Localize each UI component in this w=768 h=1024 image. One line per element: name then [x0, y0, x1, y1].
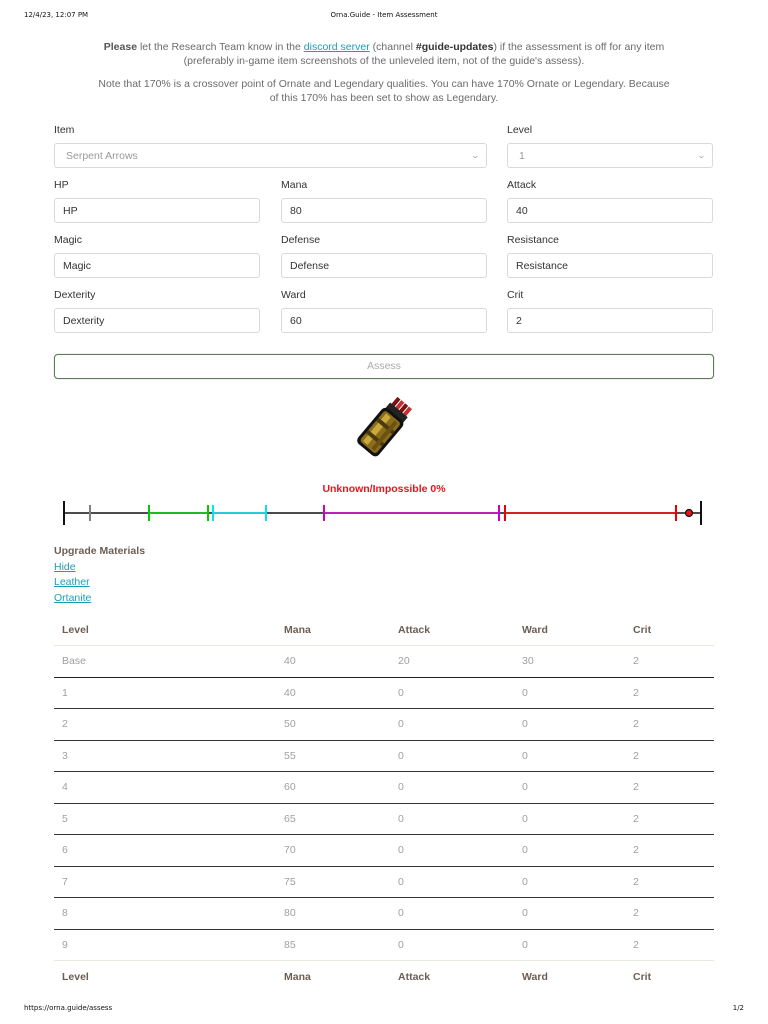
attack-input[interactable] [507, 198, 713, 223]
notice-line-2: (preferably in-game item screenshots of the unleveled item, not of the guide's assess). [183, 55, 585, 67]
table-row [54, 835, 714, 867]
footer-attack: Attack [398, 970, 431, 983]
cell-crit: 2 [633, 686, 639, 699]
item-label: Item [54, 124, 75, 136]
cell-level: 4 [62, 781, 68, 794]
attack-value: 40 [516, 205, 528, 217]
cell-crit: 2 [633, 844, 639, 857]
notice-please: Please [103, 41, 138, 53]
ward-label: Ward [281, 289, 306, 301]
mana-value: 80 [290, 205, 302, 217]
resistance-label: Resistance [507, 234, 559, 246]
hp-input[interactable] [54, 198, 260, 223]
header-mana: Mana [284, 623, 311, 636]
cell-ward: 30 [522, 655, 534, 668]
cell-ward: 0 [522, 844, 528, 857]
cell-crit: 2 [633, 812, 639, 825]
notice-channel: #guide-updates [415, 41, 494, 53]
footer-ward: Ward [522, 970, 548, 983]
cell-level: 7 [62, 875, 68, 888]
cell-mana: 85 [284, 938, 296, 951]
footer-crit: Crit [633, 970, 652, 983]
magic-label: Magic [54, 234, 83, 246]
scale-marker [686, 510, 693, 517]
cell-ward: 0 [522, 781, 528, 794]
table-header-row [54, 614, 714, 646]
print-datetime: 12/4/23, 12:07 PM [24, 11, 89, 19]
research-notice [54, 40, 714, 68]
cell-ward: 0 [522, 718, 528, 731]
notice-line-4: of this 170% has been set to show as Legendary. [269, 92, 499, 104]
print-title: Orna.Guide - Item Assessment [330, 11, 438, 19]
cell-level: 3 [62, 749, 68, 762]
upgrade-materials [54, 544, 145, 606]
cell-attack: 0 [398, 749, 404, 762]
footer-level: Level [62, 970, 89, 983]
dexterity-label: Dexterity [54, 289, 96, 301]
cell-crit: 2 [633, 718, 639, 731]
cell-attack: 0 [398, 844, 404, 857]
chevron-down-icon: ⌄ [696, 151, 707, 160]
table-row [54, 929, 714, 961]
crossover-notice [54, 77, 714, 105]
cell-mana: 60 [284, 781, 296, 794]
ward-input[interactable] [281, 308, 487, 333]
cell-attack: 0 [398, 812, 404, 825]
table-row [54, 677, 714, 709]
cell-mana: 70 [284, 844, 296, 857]
cell-level: 5 [62, 812, 68, 825]
defense-label: Defense [281, 234, 321, 246]
resistance-placeholder: Resistance [516, 260, 568, 272]
cell-level: 1 [62, 686, 68, 699]
cell-level: 2 [62, 718, 68, 731]
header-attack: Attack [398, 623, 431, 636]
cell-level: Base [62, 655, 86, 668]
cell-mana: 80 [284, 907, 296, 920]
footer-mana: Mana [284, 970, 311, 983]
print-url: https://orna.guide/assess [24, 1004, 113, 1012]
cell-mana: 65 [284, 812, 296, 825]
ward-value: 60 [290, 315, 302, 327]
material-link-hide[interactable]: Hide [54, 560, 76, 573]
cell-attack: 0 [398, 907, 404, 920]
table-row [54, 646, 714, 678]
discord-server-link[interactable]: discord server [303, 41, 370, 53]
cell-attack: 0 [398, 718, 404, 731]
item-select-value: Serpent Arrows [66, 150, 138, 162]
mana-input[interactable] [281, 198, 487, 223]
level-label: Level [507, 124, 533, 136]
cell-crit: 2 [633, 749, 639, 762]
upgrade-materials-title: Upgrade Materials [54, 545, 146, 557]
magic-placeholder: Magic [63, 260, 92, 272]
cell-crit: 2 [633, 875, 639, 888]
cell-crit: 2 [633, 781, 639, 794]
serpent-arrows-quiver-icon [348, 396, 420, 464]
cell-ward: 0 [522, 812, 528, 825]
defense-placeholder: Defense [290, 260, 330, 272]
header-level: Level [62, 623, 89, 636]
cell-crit: 2 [633, 938, 639, 951]
assessment-result: Unknown/Impossible 0% [322, 483, 446, 495]
magic-input[interactable] [54, 253, 260, 278]
header-ward: Ward [522, 623, 548, 636]
material-link-leather[interactable]: Leather [54, 576, 90, 588]
table-footer-row [54, 961, 714, 993]
mana-label: Mana [281, 179, 308, 191]
cell-mana: 40 [284, 655, 296, 668]
cell-ward: 0 [522, 749, 528, 762]
table-row [54, 866, 714, 898]
cell-crit: 2 [633, 907, 639, 920]
cell-crit: 2 [633, 655, 639, 668]
level-stats-table [54, 614, 714, 992]
cell-level: 9 [62, 938, 68, 951]
cell-mana: 40 [284, 686, 296, 699]
cell-attack: 0 [398, 686, 404, 699]
table-row [54, 709, 714, 741]
cell-attack: 20 [398, 655, 410, 668]
cell-mana: 75 [284, 875, 296, 888]
crit-input[interactable] [507, 308, 713, 333]
cell-level: 6 [62, 844, 68, 857]
notice-text-3: ) if the assessment is off for any item [493, 41, 665, 53]
level-select-value: 1 [519, 150, 525, 162]
header-crit: Crit [633, 623, 652, 636]
assess-button[interactable]: Assess [54, 354, 714, 379]
notice-line-3: Note that 170% is a crossover point of Ornate and Legendary qualities. You can have 170% Ornate or Legendary. Because [98, 78, 670, 90]
level-select[interactable] [507, 143, 713, 168]
dexterity-placeholder: Dexterity [63, 315, 105, 327]
notice-text-1: let the Research Team know in the [139, 41, 301, 53]
cell-ward: 0 [522, 907, 528, 920]
crit-value: 2 [516, 315, 522, 327]
table-row [54, 740, 714, 772]
quality-scale [56, 498, 710, 528]
attack-label: Attack [507, 179, 537, 191]
notice-text-2: (channel [372, 41, 413, 53]
cell-attack: 0 [398, 875, 404, 888]
cell-ward: 0 [522, 875, 528, 888]
cell-attack: 0 [398, 938, 404, 951]
material-link-ortanite[interactable]: Ortanite [54, 591, 92, 604]
item-select[interactable] [54, 143, 487, 168]
defense-input[interactable] [281, 253, 487, 278]
hp-label: HP [54, 179, 69, 191]
hp-placeholder: HP [63, 205, 78, 217]
table-row [54, 898, 714, 930]
cell-ward: 0 [522, 686, 528, 699]
table-row [54, 772, 714, 804]
dexterity-input[interactable] [54, 308, 260, 333]
crit-label: Crit [507, 289, 524, 301]
chevron-down-icon: ⌄ [470, 151, 481, 160]
table-row [54, 803, 714, 835]
cell-ward: 0 [522, 938, 528, 951]
cell-attack: 0 [398, 781, 404, 794]
print-page-number: 1/2 [732, 1004, 744, 1012]
cell-mana: 55 [284, 749, 296, 762]
cell-mana: 50 [284, 718, 296, 731]
resistance-input[interactable] [507, 253, 713, 278]
cell-level: 8 [62, 907, 68, 920]
